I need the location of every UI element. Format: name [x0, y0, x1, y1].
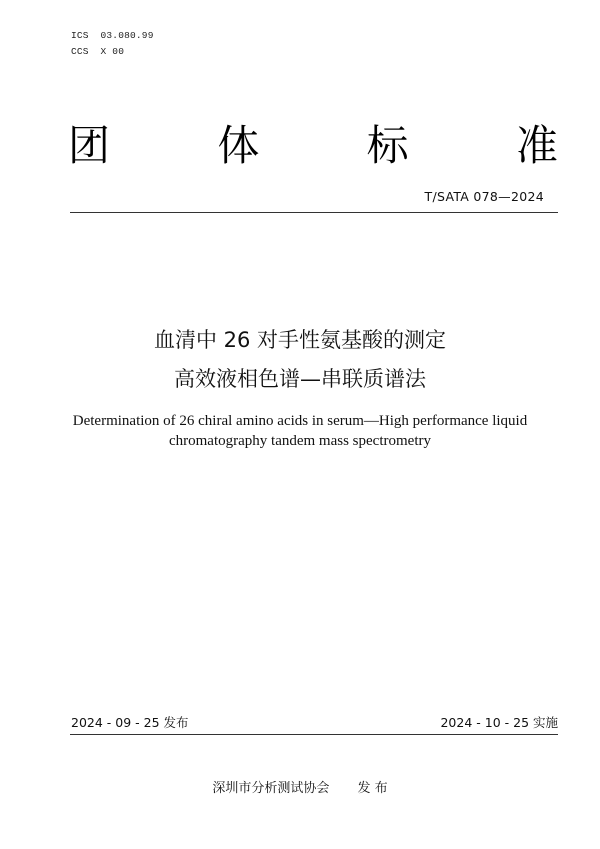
bottom-divider: [70, 734, 558, 735]
english-title-line-2: chromatography tandem mass spectrometry: [168, 433, 431, 449]
standard-number: T/SATA 078—2024: [424, 189, 544, 204]
standard-type-char: 体: [217, 121, 260, 170]
ics-code: ICS 03.080.99: [71, 30, 154, 41]
chinese-title-line-1: 血清中 26 对手性氨基酸的测定: [153, 328, 447, 352]
standard-type-char: 准: [515, 121, 558, 170]
standard-type-char: 标: [366, 121, 409, 170]
implementation-date: 2024 - 10 - 25 实施: [440, 715, 558, 730]
release-date: 2024 - 09 - 25 发布: [71, 715, 189, 730]
chinese-title-line-2: 高效液相色谱—串联质谱法: [174, 367, 426, 391]
publisher-name: 深圳市分析测试协会: [212, 781, 330, 796]
publisher-action: 发 布: [357, 781, 388, 796]
publisher-line: [0, 777, 600, 796]
english-title-line-1: Determination of 26 chiral amino acids in serum—High performance liquid: [72, 413, 528, 429]
top-divider: [70, 212, 558, 213]
ccs-code: CCS X 00: [71, 46, 125, 57]
standard-type-char: 团: [68, 121, 111, 170]
standard-type-heading: [68, 118, 558, 174]
